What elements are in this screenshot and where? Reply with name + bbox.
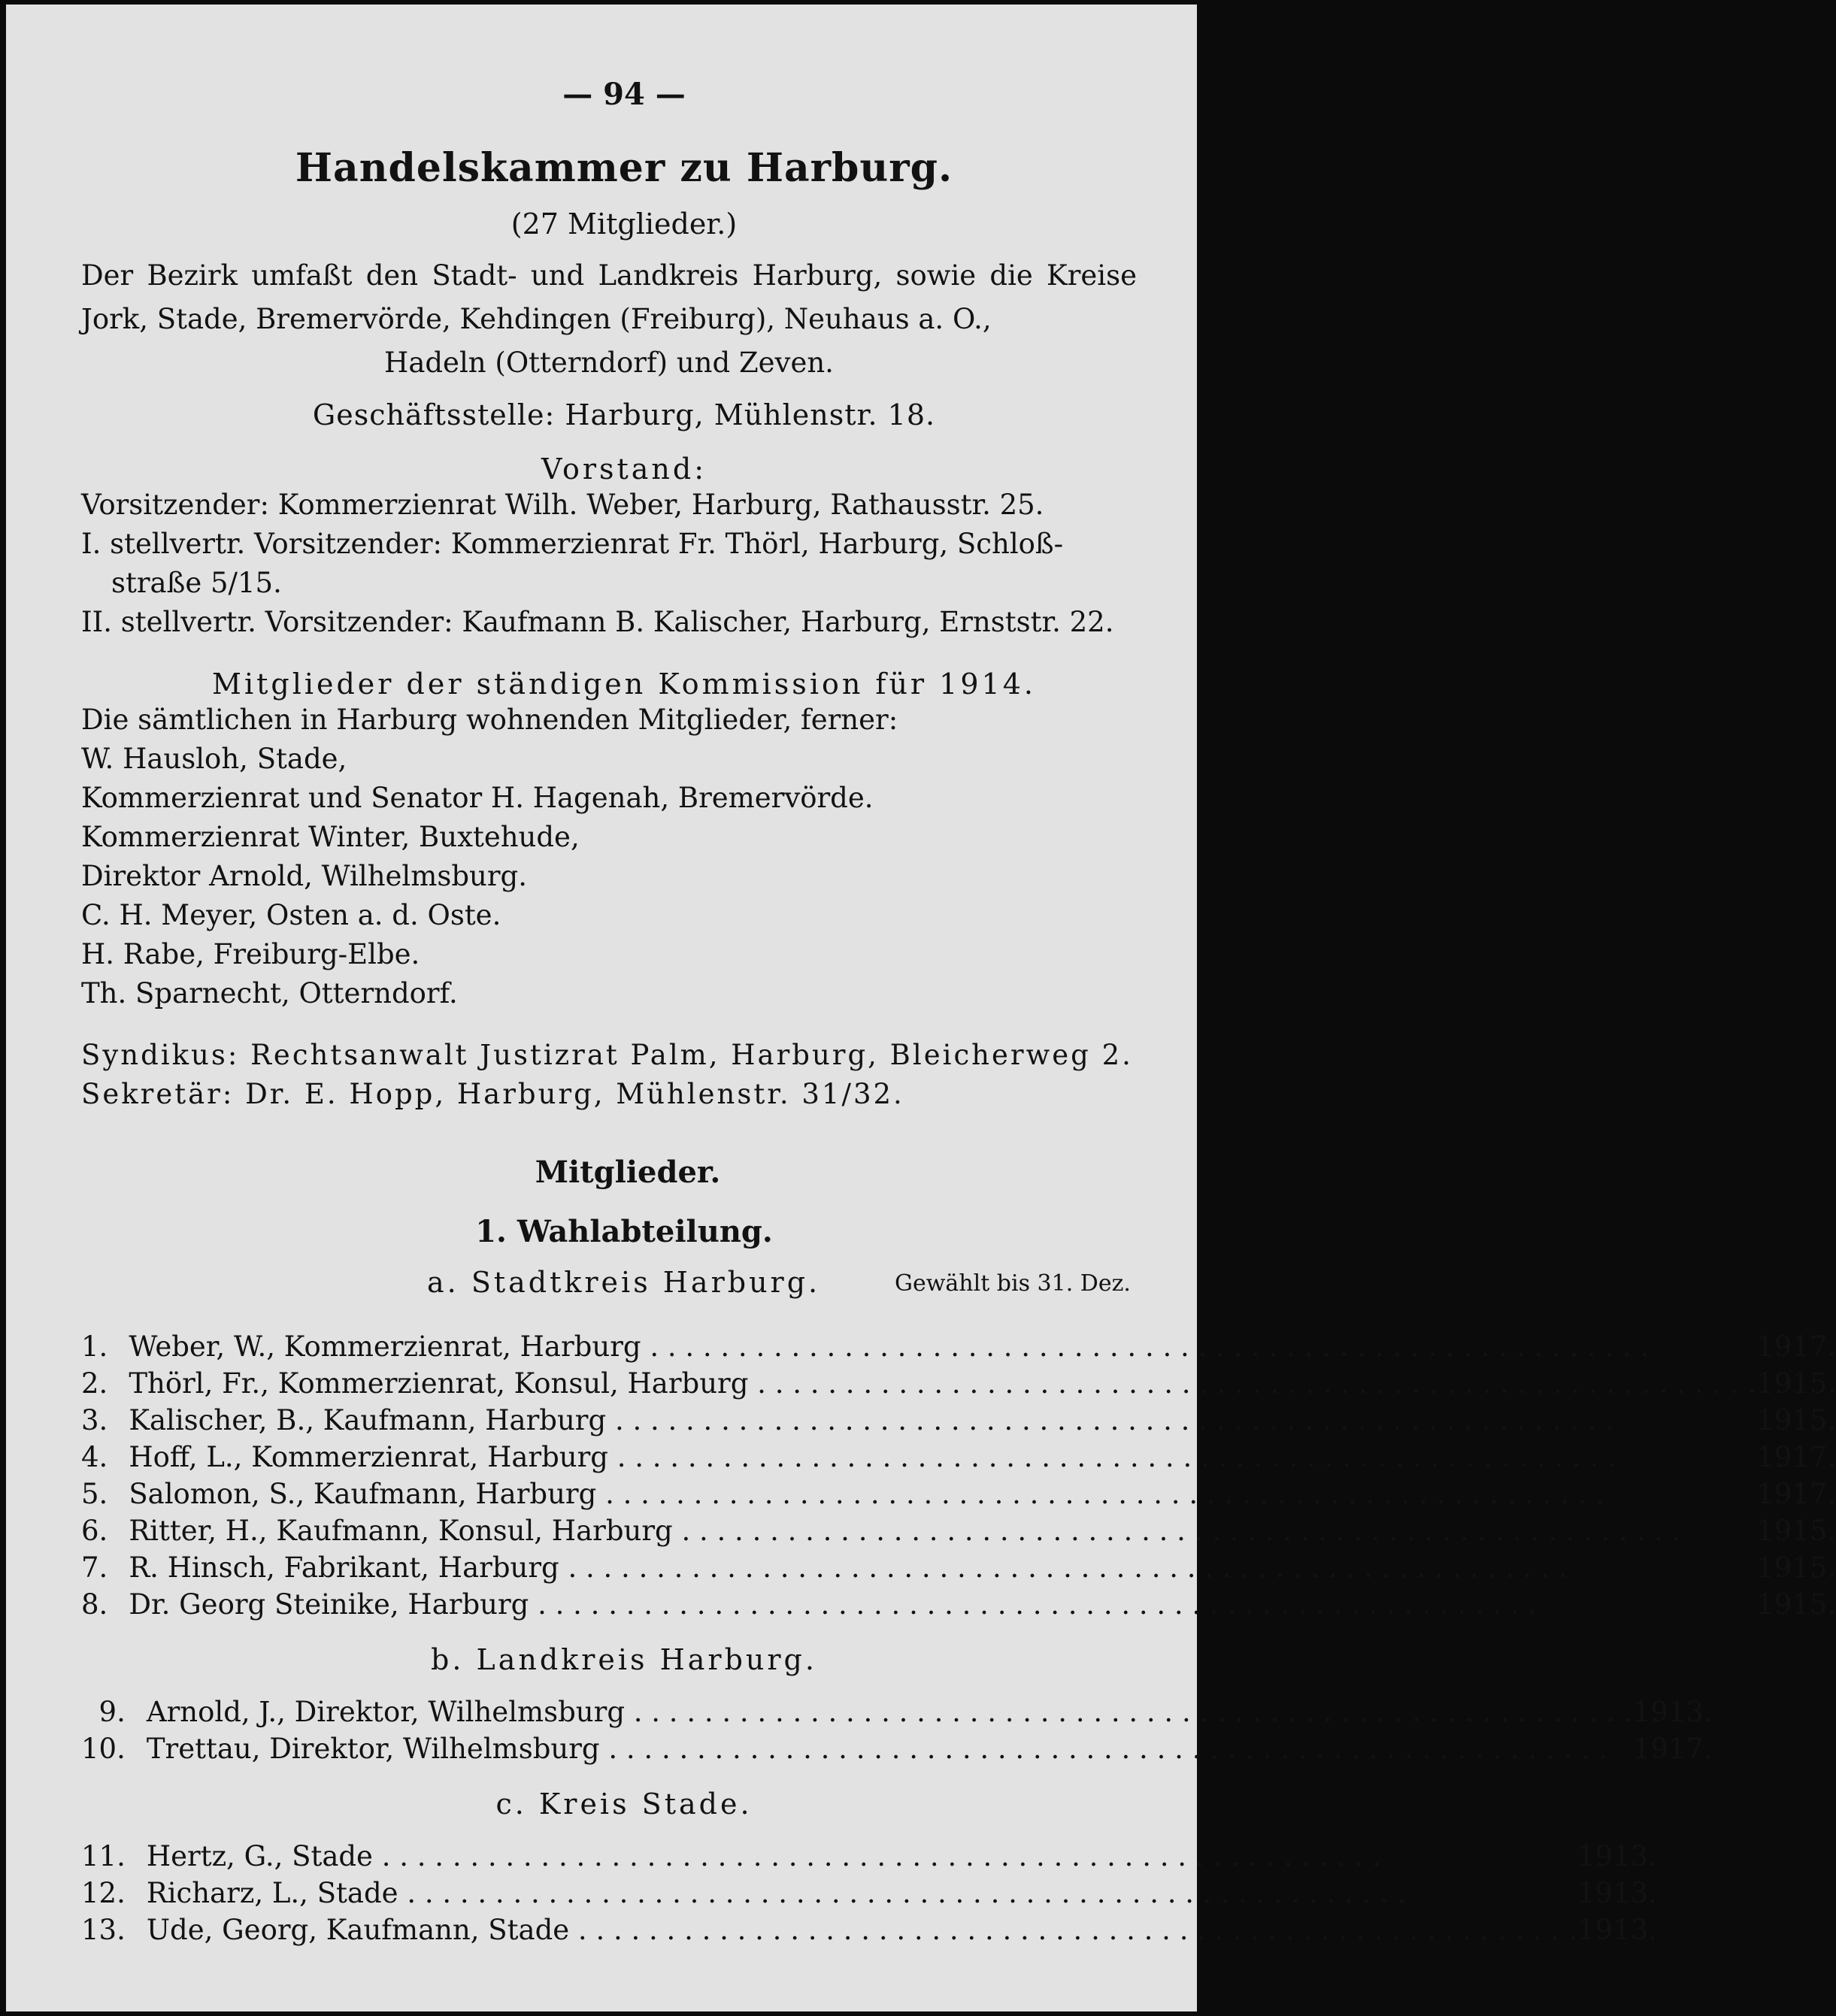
member-name xyxy=(129,1547,1756,1584)
member-number: 13. xyxy=(81,1914,126,1946)
member-name-text: Arnold, J., Direktor, Wilhelmsburg xyxy=(146,1696,625,1728)
member-name xyxy=(147,1728,1633,1765)
member-name-text: Trettau, Direktor, Wilhelmsburg xyxy=(146,1733,600,1765)
leader-dots xyxy=(559,1551,1568,1584)
page-number: — 94 — xyxy=(562,77,686,112)
member-term-year: 1917. xyxy=(1756,1330,1836,1363)
member-name-text: Richarz, L., Stade xyxy=(146,1877,398,1909)
member-term-year: 1915. xyxy=(1756,1588,1836,1621)
member-name xyxy=(129,1436,1756,1473)
member-name xyxy=(129,1510,1756,1547)
division-heading: 1. Wahlabteilung. xyxy=(475,1214,773,1249)
member-term-year: 1913. xyxy=(1577,1840,1657,1872)
member-row xyxy=(81,1473,1836,1510)
member-row xyxy=(81,1584,1836,1621)
member-name-text: Ude, Georg, Kaufmann, Stade xyxy=(146,1914,570,1946)
book-page xyxy=(6,5,1836,2011)
member-name xyxy=(129,1326,1756,1363)
member-number: 5. xyxy=(81,1478,108,1510)
leader-dots xyxy=(625,1696,1633,1728)
member-name-text: Hertz, G., Stade xyxy=(146,1840,373,1872)
member-name-text: Salomon, S., Kaufmann, Harburg xyxy=(129,1478,597,1510)
member-row xyxy=(81,1547,1836,1584)
member-row xyxy=(81,1400,1836,1436)
group-b-table xyxy=(81,1691,1713,1765)
secretary-line: Sekretär: Dr. E. Hopp, Harburg, Mühlenstr. 31/32. xyxy=(81,1078,904,1110)
leader-dots xyxy=(600,1733,1608,1765)
member-number: 3. xyxy=(81,1404,108,1436)
member-term-year: 1913. xyxy=(1632,1696,1713,1728)
group-c-table xyxy=(81,1836,1657,1946)
member-name-text: Hoff, L., Kommerzienrat, Harburg xyxy=(129,1441,608,1473)
member-row xyxy=(81,1872,1657,1909)
district-description xyxy=(81,254,1137,385)
commission-list xyxy=(81,701,1137,1013)
commission-line: Die sämtlichen in Harburg wohnenden Mitglieder, ferner: xyxy=(81,704,898,736)
members-heading: Mitglieder. xyxy=(535,1155,721,1190)
member-number: 2. xyxy=(81,1367,108,1400)
board-heading: Vorstand: xyxy=(541,453,707,486)
member-term-year: 1915. xyxy=(1756,1515,1836,1547)
member-row xyxy=(81,1836,1657,1872)
member-name xyxy=(129,1584,1756,1621)
leader-dots xyxy=(529,1588,1537,1621)
group-b-heading: b. Landkreis Harburg. xyxy=(431,1643,817,1676)
member-number: 12. xyxy=(81,1877,126,1909)
member-term-year: 1913. xyxy=(1577,1877,1657,1909)
member-name-text: Kalischer, B., Kaufmann, Harburg xyxy=(129,1404,607,1436)
page-title: Handelskammer zu Harburg. xyxy=(295,145,953,191)
member-name-text: Ritter, H., Kaufmann, Konsul, Harburg xyxy=(129,1515,673,1547)
member-term-year: 1915. xyxy=(1756,1551,1836,1584)
syndic-line: Syndikus: Rechtsanwalt Justizrat Palm, Harburg, Bleicherweg 2. xyxy=(81,1039,1133,1071)
member-number: 1. xyxy=(81,1330,108,1363)
member-number: 11. xyxy=(81,1840,126,1872)
member-number: 7. xyxy=(81,1551,108,1584)
member-count: (27 Mitglieder.) xyxy=(511,207,738,241)
board-line: I. stellvertr. Vorsitzender: Kommerzienrat Fr. Thörl, Harburg, Schloß- xyxy=(81,528,1064,560)
member-term-year: 1913. xyxy=(1577,1914,1657,1946)
member-term-year: 1915. xyxy=(1756,1367,1836,1400)
leader-dots xyxy=(748,1367,1756,1400)
member-number: 10. xyxy=(81,1733,126,1765)
member-row xyxy=(81,1510,1836,1547)
commission-line: Direktor Arnold, Wilhelmsburg. xyxy=(81,860,527,892)
commission-heading: Mitglieder der ständigen Kommission für 1914. xyxy=(212,667,1036,701)
member-term-year: 1917. xyxy=(1756,1478,1836,1510)
leader-dots xyxy=(641,1330,1650,1363)
board-list xyxy=(81,486,1137,642)
member-number: 8. xyxy=(81,1588,108,1621)
member-name-text: Dr. Georg Steinike, Harburg xyxy=(129,1588,529,1621)
member-name xyxy=(147,1909,1577,1946)
member-term-year: 1915. xyxy=(1756,1404,1836,1436)
district-text-end: Hadeln (Otterndorf) und Zeven. xyxy=(384,347,834,379)
elected-until-note: Gewählt bis 31. Dez. xyxy=(895,1270,1131,1297)
office-address: Geschäftsstelle: Harburg, Mühlenstr. 18. xyxy=(312,398,936,431)
leader-dots xyxy=(608,1441,1616,1473)
leader-dots xyxy=(373,1840,1381,1872)
member-name xyxy=(147,1691,1633,1728)
group-a-table xyxy=(81,1326,1836,1621)
member-name xyxy=(129,1473,1756,1510)
commission-line: Th. Sparnecht, Otterndorf. xyxy=(81,977,458,1010)
member-name-text: Weber, W., Kommerzienrat, Harburg xyxy=(129,1330,641,1363)
member-row xyxy=(81,1691,1713,1728)
district-text: Der Bezirk umfaßt den Stadt- und Landkreis Harburg, sowie die Kreise Jork, Stade, Bremervörde, Kehdingen (Freiburg), Neuhaus a. O., xyxy=(81,259,1137,335)
member-row xyxy=(81,1363,1836,1400)
member-number: 6. xyxy=(81,1515,108,1547)
group-a-heading xyxy=(81,1266,1137,1311)
commission-line: Kommerzienrat Winter, Buxtehude, xyxy=(81,821,580,853)
member-number: 4. xyxy=(81,1441,108,1473)
member-row xyxy=(81,1728,1713,1765)
member-name xyxy=(147,1872,1577,1909)
member-row xyxy=(81,1909,1657,1946)
commission-line: C. H. Meyer, Osten a. d. Oste. xyxy=(81,899,501,931)
leader-dots xyxy=(606,1404,1614,1436)
member-row xyxy=(81,1326,1836,1363)
member-name xyxy=(129,1363,1756,1400)
member-name xyxy=(147,1836,1577,1872)
leader-dots xyxy=(596,1478,1604,1510)
leader-dots xyxy=(398,1877,1407,1909)
group-c-heading: c. Kreis Stade. xyxy=(495,1787,753,1821)
leader-dots xyxy=(569,1914,1577,1946)
group-a-label: a. Stadtkreis Harburg. xyxy=(427,1266,821,1299)
board-line: Vorsitzender: Kommerzienrat Wilh. Weber, Harburg, Rathausstr. 25. xyxy=(81,489,1044,521)
member-row xyxy=(81,1436,1836,1473)
member-name xyxy=(129,1400,1756,1436)
leader-dots xyxy=(673,1515,1681,1547)
member-term-year: 1917. xyxy=(1632,1733,1713,1765)
board-line: II. stellvertr. Vorsitzender: Kaufmann B. Kalischer, Harburg, Ernststr. 22. xyxy=(81,606,1114,638)
officers xyxy=(81,1036,1137,1114)
board-line: straße 5/15. xyxy=(111,567,282,599)
commission-line: W. Hausloh, Stade, xyxy=(81,743,347,775)
member-term-year: 1917. xyxy=(1756,1441,1836,1473)
commission-line: H. Rabe, Freiburg-Elbe. xyxy=(81,938,420,970)
commission-line: Kommerzienrat und Senator H. Hagenah, Bremervörde. xyxy=(81,782,874,814)
member-name-text: R. Hinsch, Fabrikant, Harburg xyxy=(129,1551,559,1584)
member-number: 9. xyxy=(98,1696,126,1728)
member-name-text: Thörl, Fr., Kommerzienrat, Konsul, Harburg xyxy=(129,1367,749,1400)
